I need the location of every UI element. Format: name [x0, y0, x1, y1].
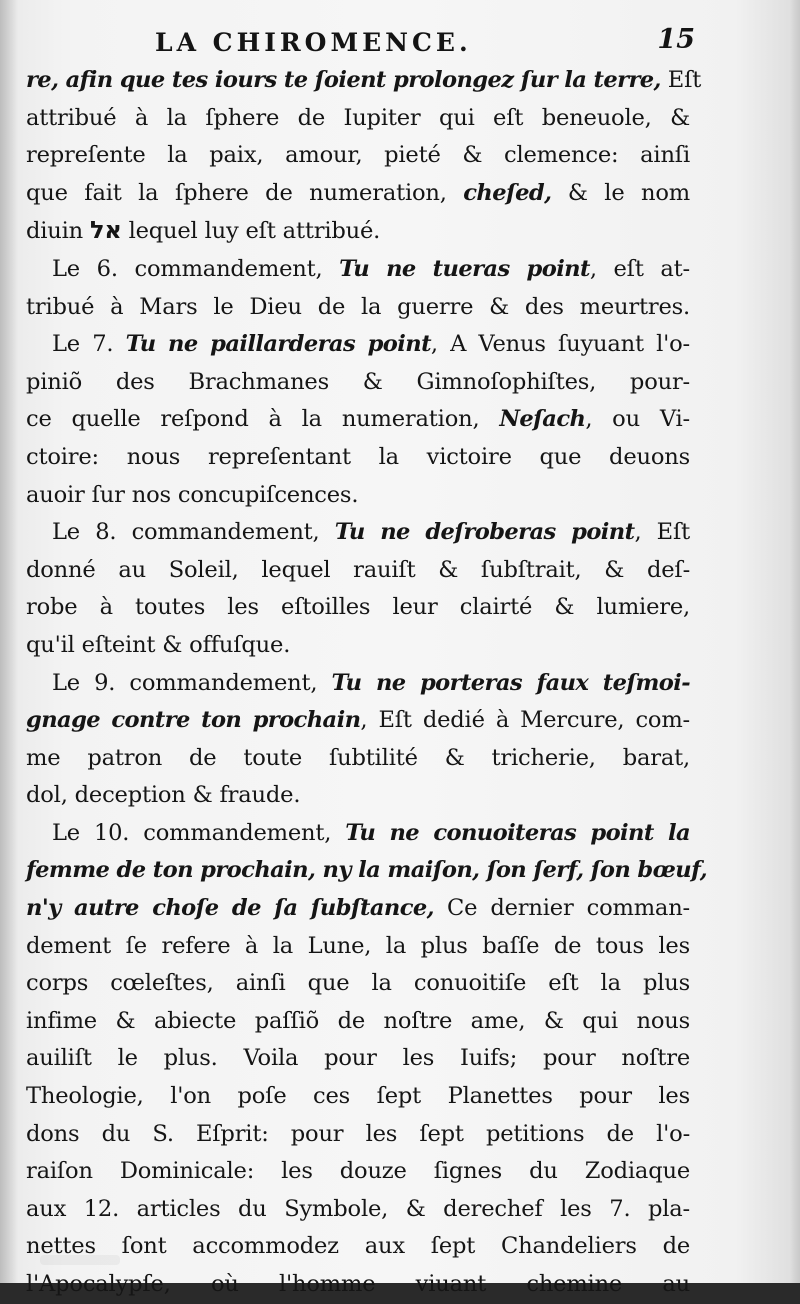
text-line — [26, 100, 690, 138]
text-line — [26, 777, 690, 815]
hebrew-word: אל — [90, 216, 122, 245]
text-line — [26, 289, 690, 327]
text-line — [26, 1266, 690, 1304]
italic-quote: femme de ton prochain, ny la maiſon, ſon ſerf, ſon bœuf, — [26, 857, 707, 884]
text-run: que fait la ſphere de numeration, — [26, 179, 464, 206]
text-run: dol, deception & fraude. — [26, 782, 301, 809]
catchword-area — [40, 1255, 120, 1265]
italic-quote: Tu ne deſroberas point — [334, 519, 635, 546]
italic-quote: Tu ne conuoiteras point la — [345, 819, 690, 846]
text-line — [26, 439, 690, 477]
text-run: lequel luy eſt attribué. — [121, 218, 381, 245]
text-line — [26, 1153, 690, 1191]
text-line — [26, 965, 690, 1003]
text-line — [26, 1191, 690, 1229]
text-run: dons du S. Eſprit: pour les ſept petitions de l'o- — [26, 1120, 690, 1147]
running-title: LA CHIROMENCE. — [155, 28, 472, 57]
italic-quote: n'y autre choſe de ſa ſubſtance, — [26, 895, 434, 922]
text-line — [26, 477, 690, 515]
text-line — [26, 175, 690, 213]
text-run: l'Apocalypſe, où l'homme viuant chemine au — [26, 1271, 690, 1297]
italic-quote: Neſach — [499, 406, 586, 433]
text-run: infime & abiecte paſſiõ de noſtre ame, & qui nous — [26, 1007, 690, 1034]
text-run: attribué à la ſphere de Iupiter qui eſt beneuole, & — [26, 104, 690, 131]
text-run: & le nom — [551, 179, 690, 206]
text-run: Le 7. — [52, 331, 126, 358]
text-line — [26, 1003, 690, 1041]
text-line — [26, 627, 690, 665]
text-run: piniõ des Brachmanes & Gimnoſophiſtes, pour- — [26, 368, 690, 395]
text-run: raiſon Dominicale: les douze ſignes du Zodiaque — [26, 1158, 690, 1185]
text-line — [26, 251, 690, 289]
text-line — [26, 326, 690, 364]
page-header — [155, 10, 695, 60]
text-run: corps cœleſtes, ainſi que la conuoitiſe eſt la plus — [26, 970, 690, 997]
text-run: robe à toutes les eſtoilles leur clairté & lumiere, — [26, 594, 690, 621]
text-line — [26, 1040, 690, 1078]
text-run: , ou Vi- — [585, 406, 690, 433]
text-run: , A Venus ſuyuant l'o- — [430, 331, 690, 358]
body-text — [26, 62, 707, 1304]
text-run: Le 10. commandement, — [52, 819, 346, 846]
text-run: Le 8. commandement, — [52, 519, 335, 546]
text-line — [26, 890, 690, 928]
text-run: Eſt — [660, 67, 702, 93]
text-run: nettes ſont accommodez aux ſept Chandeliers de — [26, 1233, 690, 1260]
text-line — [26, 740, 690, 778]
text-run: auoir ſur nos concupiſcences. — [26, 481, 359, 508]
italic-quote: cheſed, — [463, 179, 552, 206]
text-run: dement ſe refere à la Lune, la plus baſſe de tous les — [26, 932, 690, 959]
text-line — [26, 1116, 690, 1154]
text-line — [26, 401, 690, 439]
text-line — [26, 852, 707, 890]
page-number: 15 — [657, 24, 695, 55]
text-run: , eſt at- — [589, 255, 690, 282]
text-run: donné au Soleil, lequel rauiſt & ſubſtrait, & deſ- — [26, 556, 690, 583]
text-run: aux 12. articles du Symbole, & derechef les 7. pla- — [26, 1195, 690, 1222]
text-run: auiliſt le plus. Voila pour les Iuifs; pour noſtre — [26, 1045, 690, 1072]
text-run: Theologie, l'on poſe ces ſept Planettes pour les — [26, 1083, 690, 1110]
text-line — [26, 552, 690, 590]
text-run: ctoire: nous repreſentant la victoire que deuons — [26, 443, 690, 470]
italic-quote: re, afin que tes iours te ſoient prolongez ſur la terre, — [26, 67, 661, 93]
text-line — [26, 137, 690, 175]
text-line — [26, 665, 690, 703]
italic-quote: gnage contre ton prochain — [26, 707, 361, 734]
italic-quote: Tu ne paillarderas point — [125, 331, 431, 358]
text-line — [26, 589, 690, 627]
text-line — [26, 815, 690, 853]
text-run: Ce dernier comman- — [433, 895, 690, 922]
text-line — [26, 702, 690, 740]
text-run: qu'il eſteint & offuſque. — [26, 631, 291, 658]
italic-quote: Tu ne porteras faux teſmoi- — [331, 669, 690, 696]
text-run: , Eſt dedié à Mercure, com- — [360, 707, 690, 734]
text-line — [26, 928, 690, 966]
text-run: Le 6. commandement, — [52, 255, 340, 282]
text-run: , Eſt — [634, 519, 691, 546]
text-line — [26, 364, 690, 402]
text-run: Le 9. commandement, — [52, 669, 332, 696]
text-line — [26, 1228, 690, 1266]
text-run: diuin — [26, 218, 90, 245]
text-run: me patron de toute ſubtilité & tricherie, barat, — [26, 744, 690, 771]
text-line — [26, 1078, 690, 1116]
text-run: tribué à Mars le Dieu de la guerre & des meurtres. — [26, 293, 690, 320]
text-line — [26, 514, 690, 552]
text-run: repreſente la paix, amour, pieté & clemence: ainſi — [26, 142, 690, 169]
italic-quote: Tu ne tueras point — [339, 255, 590, 282]
text-run: ce quelle reſpond à la numeration, — [26, 406, 500, 433]
text-line — [26, 212, 690, 251]
text-line — [26, 62, 702, 100]
